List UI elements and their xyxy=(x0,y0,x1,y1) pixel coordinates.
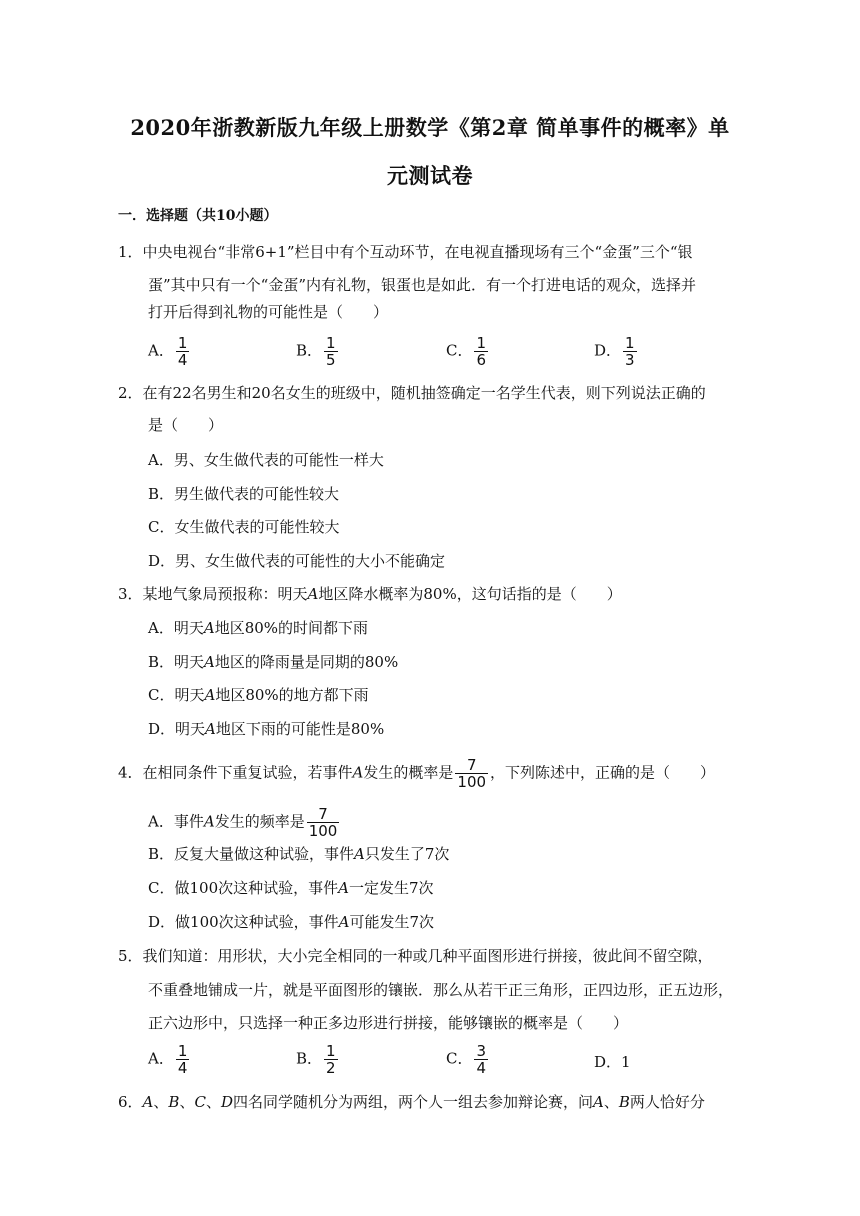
q3-stem: 3．某地气象局预报称：明天A地区降水概率为80%，这句话指的是（ ） xyxy=(118,585,622,603)
q2-option-b: B．男生做代表的可能性较大 xyxy=(148,485,340,503)
fraction: $\frac{3}{4}$ xyxy=(476,1042,487,1077)
q4-option-a: A．事件A发生的频率是 $\frac{7}{100}$ xyxy=(148,805,338,840)
q1-line2: 蛋”其中只有一个“金蛋”内有礼物，银蛋也是如此．有一个打进电话的观众，选择并 xyxy=(148,276,697,294)
q1-line1: 1．中央电视台“非常6+1”栏目中有个互动环节，在电视直播现场有三个“金蛋”三个“银 xyxy=(118,243,693,261)
option-label: B． xyxy=(296,341,323,360)
q5-line2: 不重叠地铺成一片，就是平面图形的镶嵌．那么从若干正三角形，正四边形，正五边形， xyxy=(148,981,734,999)
q3-option-a: A．明天A地区80%的时间都下雨 xyxy=(148,619,369,637)
option-label: C． xyxy=(446,1049,473,1068)
q2-line2: 是（ ） xyxy=(148,416,224,434)
fraction: $\frac{1}{4}$ xyxy=(177,334,188,369)
q4-option-d: D．做100次这种试验，事件A可能发生7次 xyxy=(148,913,435,931)
option-label: D． xyxy=(594,1053,622,1071)
q2-line1: 2．在有22名男生和20名女生的班级中，随机抽签确定一名学生代表，则下列说法正确的 xyxy=(118,384,706,402)
q2-option-d: D．男、女生做代表的可能性的大小不能确定 xyxy=(148,552,446,570)
q1-option-d xyxy=(594,335,639,368)
q5-option-b xyxy=(296,1043,340,1076)
q1-line3: 打开后得到礼物的可能性是（ ） xyxy=(148,303,389,321)
q5-line3: 正六边形中，只选择一种正多边形进行拼接，能够镶嵌的概率是（ ） xyxy=(148,1014,629,1032)
q4-stem: 4．在相同条件下重复试验，若事件A发生的概率是 $\frac{7}{100}$ ，下列陈述中，正确的是（ ） xyxy=(118,756,716,791)
fraction: $\frac{1}{2}$ xyxy=(326,1042,336,1077)
q5-option-a xyxy=(148,1043,191,1076)
q5-option-c xyxy=(446,1043,490,1076)
q3-option-b: B．明天A地区的降雨量是同期的80% xyxy=(148,653,399,671)
fraction: $\frac{1}{3}$ xyxy=(625,334,635,369)
fraction: $\frac{1}{5}$ xyxy=(326,334,336,369)
q5-line1: 5．我们知道：用形状，大小完全相同的一种或几种平面图形进行拼接，彼此间不留空隙， xyxy=(118,947,713,965)
fraction: $\frac{7}{100}$ xyxy=(457,756,487,791)
page-title-line2: 元测试卷 xyxy=(387,163,473,188)
q2-option-c: C．女生做代表的可能性较大 xyxy=(148,518,340,536)
q1-option-c xyxy=(446,335,490,368)
section-heading: 一．选择题（共10小题） xyxy=(118,208,278,224)
q1-option-a xyxy=(148,335,191,368)
option-label: A． xyxy=(148,1049,174,1068)
option-label: D． xyxy=(594,341,622,360)
q3-option-c: C．明天A地区80%的地方都下雨 xyxy=(148,686,369,704)
option-value: 1 xyxy=(621,1053,631,1071)
fraction: $\frac{1}{6}$ xyxy=(476,334,487,369)
q6-stem: 6．A、B、C、D四名同学随机分为两组，两个人一组去参加辩论赛，问A、B两人恰好分 xyxy=(118,1093,705,1111)
option-label: C． xyxy=(446,341,473,360)
q4-option-c: C．做100次这种试验，事件A一定发生7次 xyxy=(148,879,434,897)
option-label: B． xyxy=(296,1049,323,1068)
page-title-line1: 2020年浙教新版九年级上册数学《第2章 简单事件的概率》单 xyxy=(130,115,730,140)
q1-option-b xyxy=(296,335,340,368)
fraction: $\frac{7}{100}$ xyxy=(308,805,338,840)
q2-option-a: A．男、女生做代表的可能性一样大 xyxy=(148,451,384,469)
q5-option-d xyxy=(594,1052,631,1072)
q3-option-d: D．明天A地区下雨的可能性是80% xyxy=(148,720,385,738)
option-label: A． xyxy=(148,341,174,360)
q4-option-b: B．反复大量做这种试验，事件A只发生了7次 xyxy=(148,845,450,863)
fraction: $\frac{1}{4}$ xyxy=(177,1042,188,1077)
